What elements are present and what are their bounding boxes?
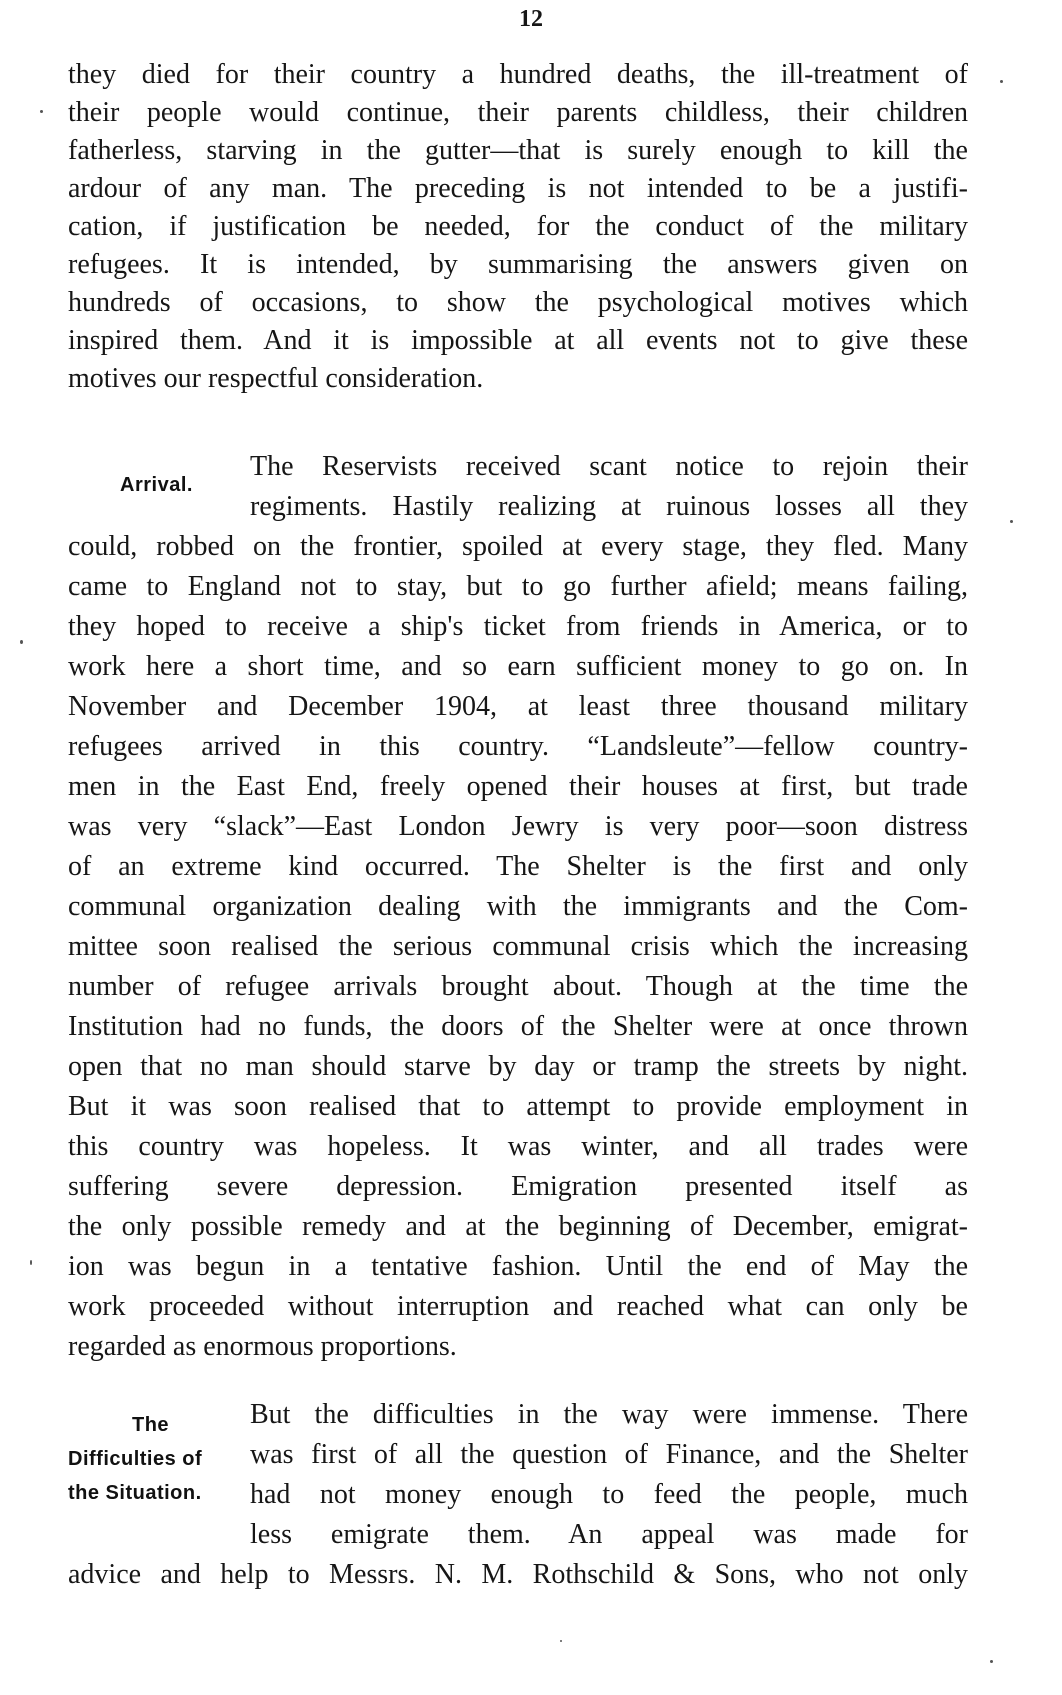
text-line: this country was hopeless. It was winter, and all trades were [68,1131,968,1162]
scan-speck [40,110,43,113]
margin-note-difficulties: the Situation. [68,1482,202,1504]
text-line: they died for their country a hundred deaths, the ill-treatment of [68,59,968,90]
text-line: inspired them. And it is impossible at all events not to give these [68,325,968,356]
text-line: Institution had no funds, the doors of the Shelter were at once thrown [68,1011,968,1042]
text-line: motives our respectful consideration. [68,363,484,394]
scan-speck [20,640,23,644]
scan-speck [1000,80,1003,83]
text-line: But it was soon realised that to attempt to provide employment in [68,1091,968,1122]
text-line: suffering severe depression. Emigration presented itself as [68,1171,968,1202]
text-line: ardour of any man. The preceding is not intended to be a justifi- [68,173,968,204]
text-line: hundreds of occasions, to show the psychological motives which [68,287,968,318]
text-line: refugees. It is intended, by summarising the answers given on [68,249,968,280]
text-line: mittee soon realised the serious communal crisis which the increasing [68,931,968,962]
scan-speck [560,1640,562,1642]
scan-speck [1010,520,1013,523]
text-line: regiments. Hastily realizing at ruinous losses all they [250,491,968,522]
margin-note-difficulties: The [132,1414,170,1436]
text-line: they hoped to receive a ship's ticket from friends in America, or to [68,611,968,642]
text-line: had not money enough to feed the people, much [250,1479,968,1510]
text-line: could, robbed on the frontier, spoiled at every stage, they fled. Many [68,531,968,562]
text-line: work proceeded without interruption and reached what can only be [68,1291,968,1322]
text-line: was first of all the question of Finance, and the Shelter [250,1439,968,1470]
text-line: work here a short time, and so earn sufficient money to go on. In [68,651,968,682]
page-number: 12 [519,6,543,32]
margin-note-arrival: Arrival. [120,474,193,496]
text-line: But the difficulties in the way were immense. There [250,1399,968,1430]
text-line: open that no man should starve by day or tramp the streets by night. [68,1051,968,1082]
text-line: communal organization dealing with the immigrants and the Com- [68,891,968,922]
margin-note-difficulties: Difficulties of [68,1448,203,1470]
text-line: men in the East End, freely opened their houses at first, but trade [68,771,968,802]
text-line: of an extreme kind occurred. The Shelter is the first and only [68,851,968,882]
text-line: regarded as enormous proportions. [68,1331,457,1362]
text-line: their people would continue, their parents childless, their children [68,97,968,128]
text-line: the only possible remedy and at the beginning of December, emigrat- [68,1211,968,1242]
scan-speck [30,1260,32,1265]
text-line: came to England not to stay, but to go further afield; means failing, [68,571,968,602]
text-line: November and December 1904, at least three thousand military [68,691,968,722]
text-line: advice and help to Messrs. N. M. Rothschild & Sons, who not only [68,1559,968,1590]
text-line: less emigrate them. An appeal was made for [250,1519,968,1550]
text-line: number of refugee arrivals brought about. Though at the time the [68,971,968,1002]
text-line: fatherless, starving in the gutter—that is surely enough to kill the [68,135,968,166]
text-line: refugees arrived in this country. “Landsleute”—fellow country- [68,731,968,762]
text-line: ion was begun in a tentative fashion. Until the end of May the [68,1251,968,1282]
scan-speck [990,1660,993,1663]
text-line: The Reservists received scant notice to rejoin their [250,451,968,482]
text-line: cation, if justification be needed, for the conduct of the military [68,211,968,242]
text-line: was very “slack”—East London Jewry is very poor—soon distress [68,811,968,842]
